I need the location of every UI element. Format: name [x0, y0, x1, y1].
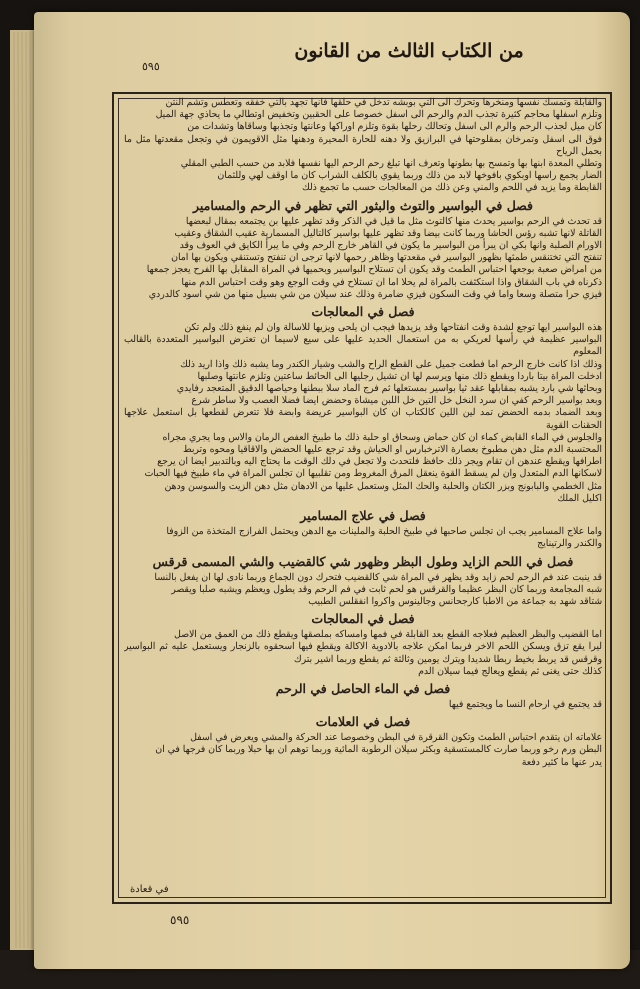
section-heading: فصل في البواسير والتوث والبثور التي تظهر في الرحم والمسامير: [193, 197, 533, 213]
text-paragraph: هذه البواسير ايها توجع لشدة وقت انفتاحها وقد يزيدها فيجب ان يلحى ويزيها للاسالة وان لم ينفع ذلك ولم تكن البواسير عظيمة في رأسها لعريكي به من استعمال الحديد عليها على سيع لاسيما ان تعترض البواسير المتعددة بالقالب المعلوم وذلك اذا كانت خارج الرحم اما فطعت جميل على القطع الراح والشب وشيار الكندر وما يشبه ذلك واذا اريد ذلك ادخلت المراة بيتا باردا ويقطع ذلك منها ويرسم لها ان تشيل رجليها الى الحائط ساعتين وتلزم عانتها وصلبها وبحاثها شي بارد يشبه بمقابلها عقد ثيا بواسير بمستعلها ثم فرج الماد سلا ببطنها وحياصها الدقيق المتعجد رفايدي وبعد بواسير الرحم كفي ان سرد النخل خل التين خل اللبن ميشاة وحضض ايضا فضلا العصب ولا ساطر شرع وبعد الضماد بدمه الحضض تمد لين اللين كالكتاب ان كان البواسير عريضة وابضة فلا تتعرض لقطعها بل استعمل علاجها الحقنات القوية والجلوس في الماء القابض كماء ان كان حماض وسحاق او حلبة ذلك ما طبيخ العفص الرمان والاس وما يجري مجراه المحتسبة الدم مثل دهن مطبوخ بعصارة الاترخبارس او الحياش وقد ترجع عليها الحضض والاقاقيا ومحوه وتربط اطرافها ويقطع عندهن ان تقام ويجر ذلك حافظ فلتحدث ولا تجعل في دلك الوقت ما يحتاج اليه وبالتدبير ايضا ان يرجع لاسكانها الدم المتعدل وان لم يسقط القوة ينعقل المرق المغروط ومن تقلبيها ان تجلس المراة في ماء طبيخ فيها الحبات مثل الخطمي والبابونج وبزر الكتان والحلبة والحك المثل وستعمل عليها من الادهان مثل دهن الزيت والسوسن ودهن اكليل الملك: [124, 322, 602, 504]
page-number-bottom: ٥٩٥: [170, 913, 190, 927]
catchword: في قعادة: [130, 884, 169, 895]
page-number-top: ٥٩٥: [142, 60, 160, 73]
text-paragraph: والقابلة وتمسك نفسها ومنخرها وتحرك الى التي بوبشه تدخل في حلقها فانها تجهد بالتي خفقه وتعطس وتشم النتن وتلزم اسفلها محاجم كثيرة تجذب الدم والرحم الى اسفل خصوصا على الحقبين وتخفيض اوتطالي ما يحاذي جهة الميل كان ميل لجذب الرحم والرم الى اسفل وتحالك رحلها بقوة وتلزم اوراكها وعانتها وتجذبها وساقاها وتشدات من فوق الى اسفل وتمرخان بمقلوحتها في البرازيق ولا دهنه للحارة المحيرة ودهنها مثل الاقويمون في وتجعل مقعدتها مثل ما بحمل الرياح وتطلي المعدة ابنها بها وتمسح بها بطونها وتعرف انها تبلغ رحم الرحم اليها نفسها فلابد من حسب الطبي المقلي الضار يجمع راسها اوبكوي بافوخها لابد من ذلك وربما يقوي بالكلف الشراب كان ما اوقف لهي وللثمان القابطة وما يزيد في اللحم والمني وعن ذلك من المعالجات حسب ما تجمع ذلك: [124, 97, 602, 194]
body-text: [124, 97, 602, 897]
section-heading: فصل في الماء الحاصل في الرحم: [275, 680, 451, 696]
section-heading: فصل في علاج المسامير: [300, 508, 426, 524]
section-heading: فصل في المعالجات: [311, 611, 415, 627]
text-paragraph: اما القضيب والبظر العظيم فعلاجه القطع بعد القابلة في فمها وامساكه بملصقها ويقطع ذلك من العمق من الاصل ليرا يقع تزق ويسكن اللحم الاخر فربما امكن علاجه بالادوية الاكالة ويقطع فيها اسحقوه بالزنجار ويستعمل عليه ثم البواسير وقرقس قد يربط بخيط ربطا شديدا ويترك يومين وثالثة ثم يقطع وربما اشير بترك كذلك حتى يغنى ثم يقطع ويعالج فيما سيلان الدم: [124, 629, 602, 677]
text-paragraph: قد تحدث في الرحم بواسير يحدث منها كالتوث مثل ما قيل في الذكر وقد تظهر عليها بن يجتمعه بمقال لبعضها القاتلة لانها تشبه رؤس الحاشا وربما كانت بيضا وقد تظهر عليها بواسير كالتاليل المسمارية عقيب الشقاق وعقيب الاورام الصلبة وانها بكي ان يبرأ من البواسير ما يكون في القاهر خارج الرحم وفي ما يبرأ الكايق في العوف وقد تنفتح التي تختنقس طمثها بظهور البواسير في مقعدتها وظاهر رحمها لانها ترجى ان تنفتح وتستنقي ويكون بها امان من امراض صعبة بوجعها احتباس الطمث وقد يكون ان تستلاح البواسير وبحميها في المراة المقابل بها الفرح يعجز جمعها ذكرناه في باب الشقاق واذا استكثفت بالمراة لم يحلا اما ان تستلاح في وقت الوجع وهو وقت احتباس الدم منها فيزي حرا متصلة وسعا واما في وقت السكون فيزي ضامرة وذلك عند سيلان من شي بسيل منها من شي اسود كالدردي: [146, 215, 602, 300]
text-paragraph: واما علاج المسامير يجب ان تجلس صاحبها في طبيخ الحلبة والملينات مع الدهن ويحتمل الفرازج المتخذة من الزوفا والكندر والرتينايج: [166, 526, 602, 550]
section-heading: فصل في المعالجات: [311, 304, 415, 320]
text-paragraph: قد ينبت عند فم الرحم لحم زايد وقد يظهر في المراة شي كالقضيب فتحرك دون الجماع وربما نادى لها ان يفعل بالنسا شبه المجامعة وربما كان البظر عظيما والقرقس هو لحم ثابت في فم الرحم وقد يطول ويعظم ويشبه صلبا ويقصر شتاقد شهد به جماعة من الاطبا كارجحانس وجالينوس واكروا انفقلس الطبيب: [154, 571, 602, 607]
text-paragraph: قد يجتمع في ارحام النسا ما ويجتمع فيها: [448, 698, 602, 710]
section-heading: فصل في اللحم الزايد وطول البظر وظهور شي كالقضيب والشي المسمى قرقس: [152, 553, 574, 569]
section-heading: فصل في العلامات: [315, 714, 411, 730]
running-head: من الكتاب الثالث من القانون: [294, 40, 524, 62]
text-paragraph: علاماته ان يتقدم احتباس الطمث وتكون القرقرة في البطن وخصوصا عند الحركة والمشي ويعرض في اسفل البطن ورم رخو وربما صارت كالمستسقية وبكثر سيلان الرطوبة المائية وربما توهم ان بها حبلا وربما كان فرجها في ان يدر عنها ما كثير دفعة: [155, 732, 602, 768]
